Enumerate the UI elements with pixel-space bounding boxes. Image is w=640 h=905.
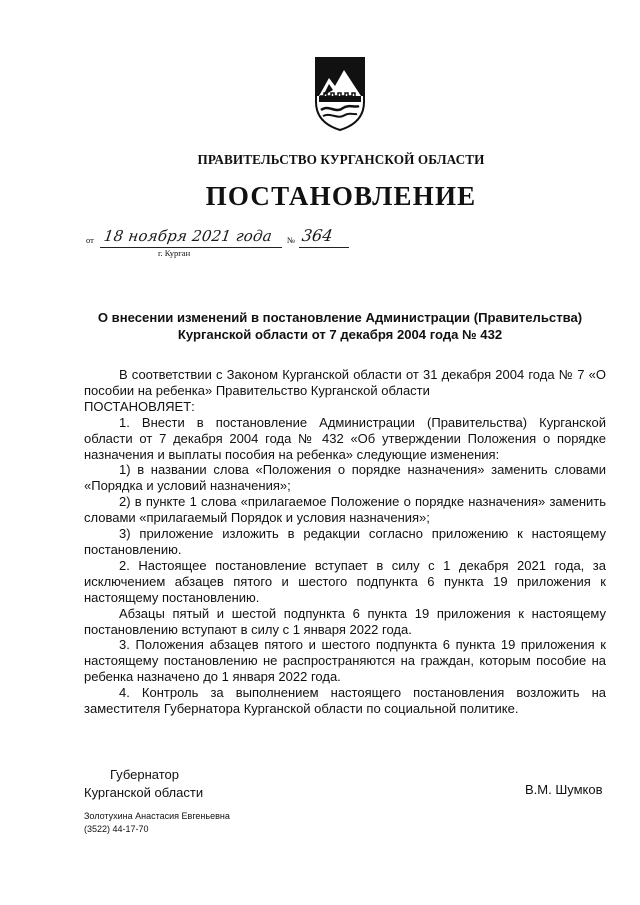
document-body [84, 367, 606, 717]
subparagraph-1: 1) в названии слова «Положения о порядке назначения» заменить словами «Порядка и условий назначения»; [84, 462, 606, 494]
subject-line-1: О внесении изменений в постановление Администрации (Правительства) [97, 310, 583, 325]
handwritten-date: 18 ноября 2021 года [102, 227, 274, 245]
paragraph-3: 3. Положения абзацев пятого и шестого подпункта 6 пункта 19 приложения к настоящему постановлению не распространяются на граждан, которым пособие на ребенка назначено до 1 января 2022 года. [84, 637, 606, 685]
number-underline [299, 247, 349, 248]
signatory-name: В.М. Шумков [525, 782, 603, 797]
signatory-title [84, 766, 203, 802]
subparagraph-3: 3) приложение изложить в редакции согласно приложению к настоящему постановлению. [84, 526, 606, 557]
preamble-paragraph: В соответствии с Законом Курганской области от 31 декабря 2004 года № 7 «О пособии на ребенка» Правительство Курганской области [84, 367, 606, 398]
subparagraph-2: 2) в пункте 1 слова «прилагаемое Положение о порядке назначения» заменить словами «прилагаемый Порядок и условия назначения»; [84, 494, 606, 526]
date-label: от [86, 235, 94, 245]
date-underline [100, 247, 282, 248]
subject-line-2: Курганской области от 7 декабря 2004 года № 432 [177, 327, 503, 342]
paragraph-1: 1. Внести в постановление Администрации (Правительства) Курганской области от 7 декабря 2004 года № 432 «Об утверждении Положения о порядке назначения и выплаты пособия на ребенка» следующие изменения: [84, 414, 606, 462]
resolves-word: ПОСТАНОВЛЯЕТ: [84, 398, 195, 414]
document-type: ПОСТАНОВЛЕНИЕ [205, 181, 477, 211]
executor-block [84, 810, 230, 836]
coat-of-arms-icon [313, 56, 367, 132]
paragraph-2: 2. Настоящее постановление вступает в силу с 1 декабря 2021 года, за исключением абзацев пятого и шестого подпункта 6 пункта 19 приложения к настоящему постановлению. [84, 557, 606, 605]
signatory-region: Курганской области [84, 785, 204, 800]
document-subject [80, 309, 600, 343]
signatory-position: Губернатор [110, 767, 179, 782]
government-name: ПРАВИТЕЛЬСТВО КУРГАНСКОЙ ОБЛАСТИ [197, 152, 485, 167]
paragraph-4: 4. Контроль за выполнением настоящего постановления возложить на заместителя Губернатора Курганской области по социальной политике. [84, 685, 606, 717]
city-label: г. Курган [158, 248, 191, 258]
executor-phone: (3522) 44-17-70 [84, 824, 149, 834]
number-label: № [287, 235, 296, 245]
handwritten-number: 364 [300, 226, 334, 245]
registration-block [86, 226, 386, 266]
executor-name: Золотухина Анастасия Евгеньевна [84, 811, 230, 821]
paragraph-2-note: Абзацы пятый и шестой подпункта 6 пункта 19 приложения к настоящему постановлению вступают в силу с 1 января 2022 года. [84, 605, 606, 637]
